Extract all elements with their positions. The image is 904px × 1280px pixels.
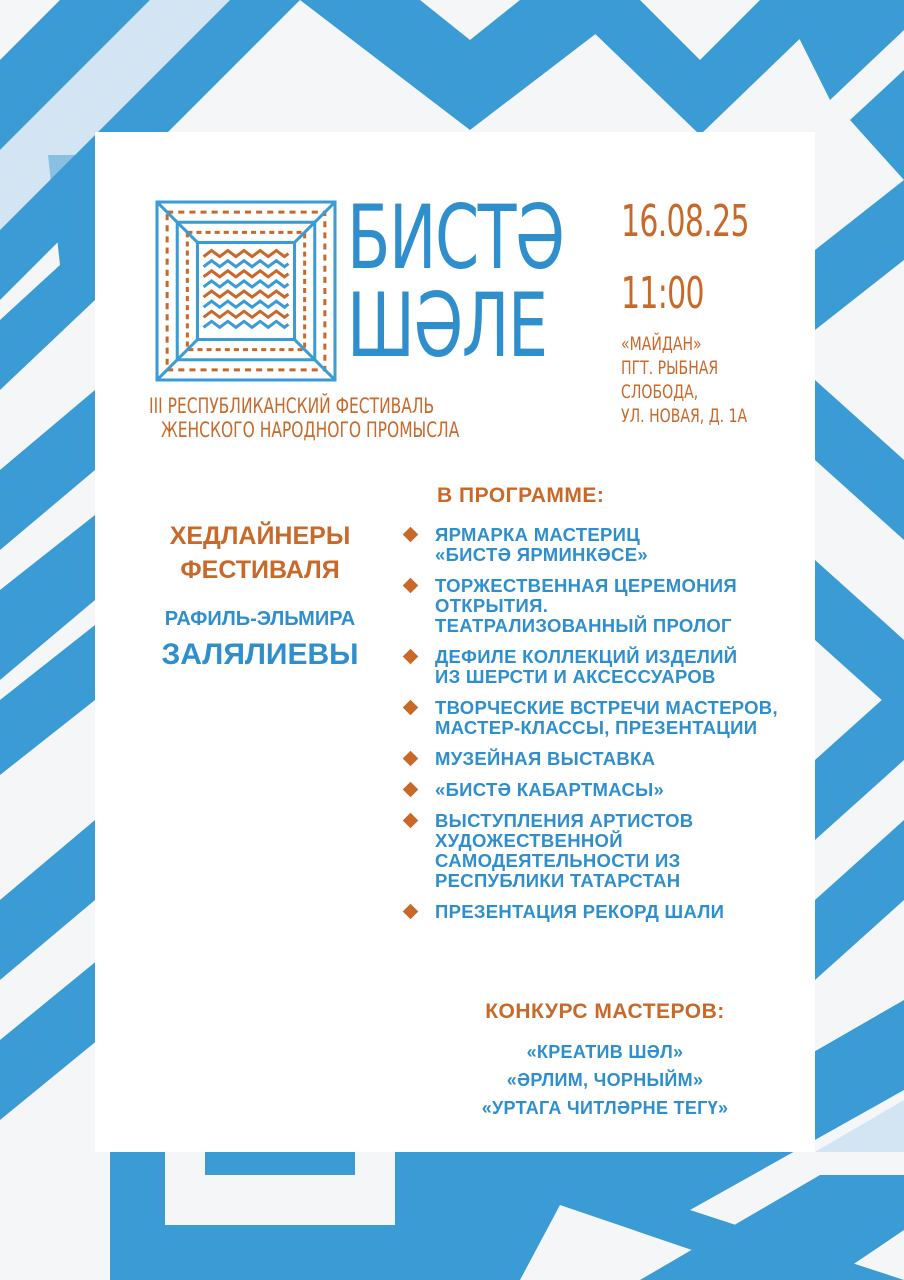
event-time: 11:00 [621, 268, 704, 319]
headliner-name-line2: ЗАЛЯЛИЕВЫ [161, 638, 359, 671]
contest-item: «УРТАГА ЧИТЛӘРНЕ ТЕГҮ» [481, 1098, 729, 1118]
contest-item: «ӘРЛИМ, ЧОРНЫЙМ» [506, 1070, 704, 1090]
event-address [621, 332, 792, 428]
diamond-bullet-icon [403, 700, 419, 716]
headliner-name-line1: РАФИЛЬ-ЭЛЬМИРА [164, 608, 356, 630]
list-item: ТОРЖЕСТВЕННАЯ ЦЕРЕМОНИЯ ОТКРЫТИЯ. ТЕАТРАЛИЗОВАННЫЙ ПРОЛОГ [405, 576, 778, 636]
diamond-bullet-icon [403, 904, 419, 920]
list-item: МУЗЕЙНАЯ ВЫСТАВКА [405, 749, 778, 769]
festival-subtitle-line2: ЖЕНСКОГО НАРОДНОГО ПРОМЫСЛА [161, 418, 460, 442]
list-item: ДЕФИЛЕ КОЛЛЕКЦИЙ ИЗДЕЛИЙ ИЗ ШЕРСТИ И АКСЕССУАРОВ [405, 647, 778, 687]
diamond-bullet-icon [403, 578, 419, 594]
event-date: 16.08.25 [621, 196, 749, 247]
festival-subtitle-line1: III РЕСПУБЛИКАНСКИЙ ФЕСТИВАЛЬ [149, 394, 435, 418]
list-item: ТВОРЧЕСКИЕ ВСТРЕЧИ МАСТЕРОВ, МАСТЕР-КЛАССЫ, ПРЕЗЕНТАЦИИ [405, 698, 778, 738]
program-heading: В ПРОГРАММЕ: [437, 484, 605, 507]
diamond-bullet-icon [403, 527, 419, 543]
ornament-square-icon [155, 200, 337, 382]
address-line: УЛ. НОВАЯ, Д. 1А [621, 405, 748, 427]
contest-item: «КРЕАТИВ ШӘЛ» [526, 1042, 684, 1062]
address-line: СЛОБОДА, [621, 381, 699, 403]
contest-heading: КОНКУРС МАСТЕРОВ: [485, 1000, 725, 1023]
headliners-title-line2: ФЕСТИВАЛЯ [180, 556, 340, 584]
logo-title-line2: ШӘЛЕ [347, 274, 547, 377]
list-item: ПРЕЗЕНТАЦИЯ РЕКОРД ШАЛИ [405, 902, 778, 922]
program-list [405, 525, 778, 933]
content-panel [95, 132, 815, 1152]
diamond-bullet-icon [403, 782, 419, 798]
list-item: ЯРМАРКА МАСТЕРИЦ «БИСТӘ ЯРМИНКӘСЕ» [405, 525, 778, 565]
address-line: «МАЙДАН» [621, 333, 702, 355]
headliners-title-line1: ХЕДЛАЙНЕРЫ [169, 522, 351, 550]
diamond-bullet-icon [403, 751, 419, 767]
diamond-bullet-icon [403, 649, 419, 665]
diamond-bullet-icon [403, 813, 419, 829]
logo-title-line1: БИСТӘ [347, 186, 564, 289]
address-line: ПГТ. РЫБНАЯ [621, 357, 719, 379]
list-item: ВЫСТУПЛЕНИЯ АРТИСТОВ ХУДОЖЕСТВЕННОЙ САМОДЕЯТЕЛЬНОСТИ ИЗ РЕСПУБЛИКИ ТАТАРСТАН [405, 811, 778, 891]
list-item: «БИСТӘ КАБАРТМАСЫ» [405, 780, 778, 800]
